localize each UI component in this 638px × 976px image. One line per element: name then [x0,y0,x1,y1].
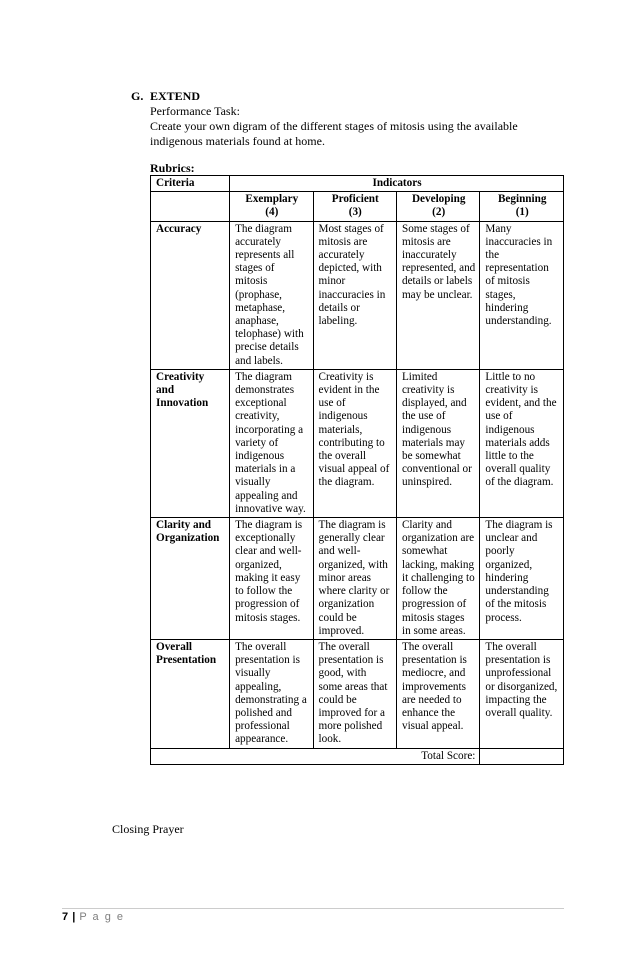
indicator-cell: The overall presentation is unprofessional or disorganized, impacting the overall quality. [480,639,564,748]
criteria-cell: Overall Presentation [151,639,230,748]
table-row [151,518,564,640]
page-footer [62,911,125,923]
level-name: Beginning [497,193,547,206]
indicator-cell: The overall presentation is visually appealing, demonstrating a polished and professional appearance. [230,639,313,748]
criteria-cell: Accuracy [151,221,230,369]
criteria-header: Criteria [151,176,230,192]
indicator-cell: Creativity is evident in the use of indigenous materials, contributing to the overall visual appeal of the diagram. [313,369,396,517]
task-description: Create your own digram of the different stages of mitosis using the available indigenous materials found at home. [150,119,518,148]
page-number: 7 [62,911,69,923]
footer-divider [62,908,564,909]
indicator-cell: Some stages of mitosis are inaccurately represented, and details or labels may be unclear. [396,221,479,369]
level-points: (1) [515,206,529,219]
indicators-header: Indicators [230,176,564,192]
indicator-cell: The diagram is exceptionally clear and well-organized, making it easy to follow the progression of mitosis stages. [230,518,313,640]
criteria-cell: Clarity and Organization [151,518,230,640]
indicator-cell: The diagram is generally clear and well-organized, with minor areas where clarity or organization could be improved. [313,518,396,640]
section-letter: G. [131,89,144,103]
page-word: P a g e [79,911,125,923]
total-score-label: Total Score: [151,748,480,764]
level-name: Exemplary [245,193,299,206]
table-row [151,369,564,517]
footer-separator: | [72,911,76,923]
indicator-cell: The overall presentation is good, with some areas that could be improved for a more polished look. [313,639,396,748]
table-row [151,639,564,748]
table-header-row [151,176,564,192]
rubrics-label: Rubrics: [150,161,195,175]
level-points: (4) [265,206,279,219]
indicator-cell: The diagram is unclear and poorly organized, hindering understanding of the mitosis process. [480,518,564,640]
total-score-cell [480,748,564,764]
level-header [480,192,564,221]
level-header [230,192,313,221]
indicator-cell: Clarity and organization are somewhat lacking, making it challenging to follow the progression of mitosis stages in some areas. [396,518,479,640]
indicator-cell: Limited creativity is displayed, and the use of indigenous materials may be somewhat conventional or uninspired. [396,369,479,517]
rubric-table [150,175,564,765]
table-row [151,221,564,369]
section-title: EXTEND [150,89,201,103]
indicator-cell: The diagram accurately represents all stages of mitosis (prophase, metaphase, anaphase, telophase) with precise details and labels. [230,221,313,369]
section-heading [131,89,571,104]
indicator-cell: The overall presentation is mediocre, and improvements are needed to enhance the visual appeal. [396,639,479,748]
total-row [151,748,564,764]
task-label: Performance Task: [150,104,240,118]
level-name: Proficient [331,193,379,206]
task-block [131,104,571,176]
indicator-cell: Little to no creativity is evident, and the use of indigenous materials adds little to the overall quality of the diagram. [480,369,564,517]
closing-prayer: Closing Prayer [112,822,184,836]
levels-header-row [151,192,564,221]
level-header [313,192,396,221]
empty-header-cell [151,192,230,221]
level-header [396,192,479,221]
extend-section [131,89,571,176]
level-name: Developing [411,193,466,206]
level-points: (3) [348,206,362,219]
indicator-cell: Most stages of mitosis are accurately depicted, with minor inaccuracies in details or labeling. [313,221,396,369]
level-points: (2) [432,206,446,219]
indicator-cell: The diagram demonstrates exceptional creativity, incorporating a variety of indigenous materials in a visually appealing and innovative way. [230,369,313,517]
indicator-cell: Many inaccuracies in the representation of mitosis stages, hindering understanding. [480,221,564,369]
criteria-cell: Creativity and Innovation [151,369,230,517]
